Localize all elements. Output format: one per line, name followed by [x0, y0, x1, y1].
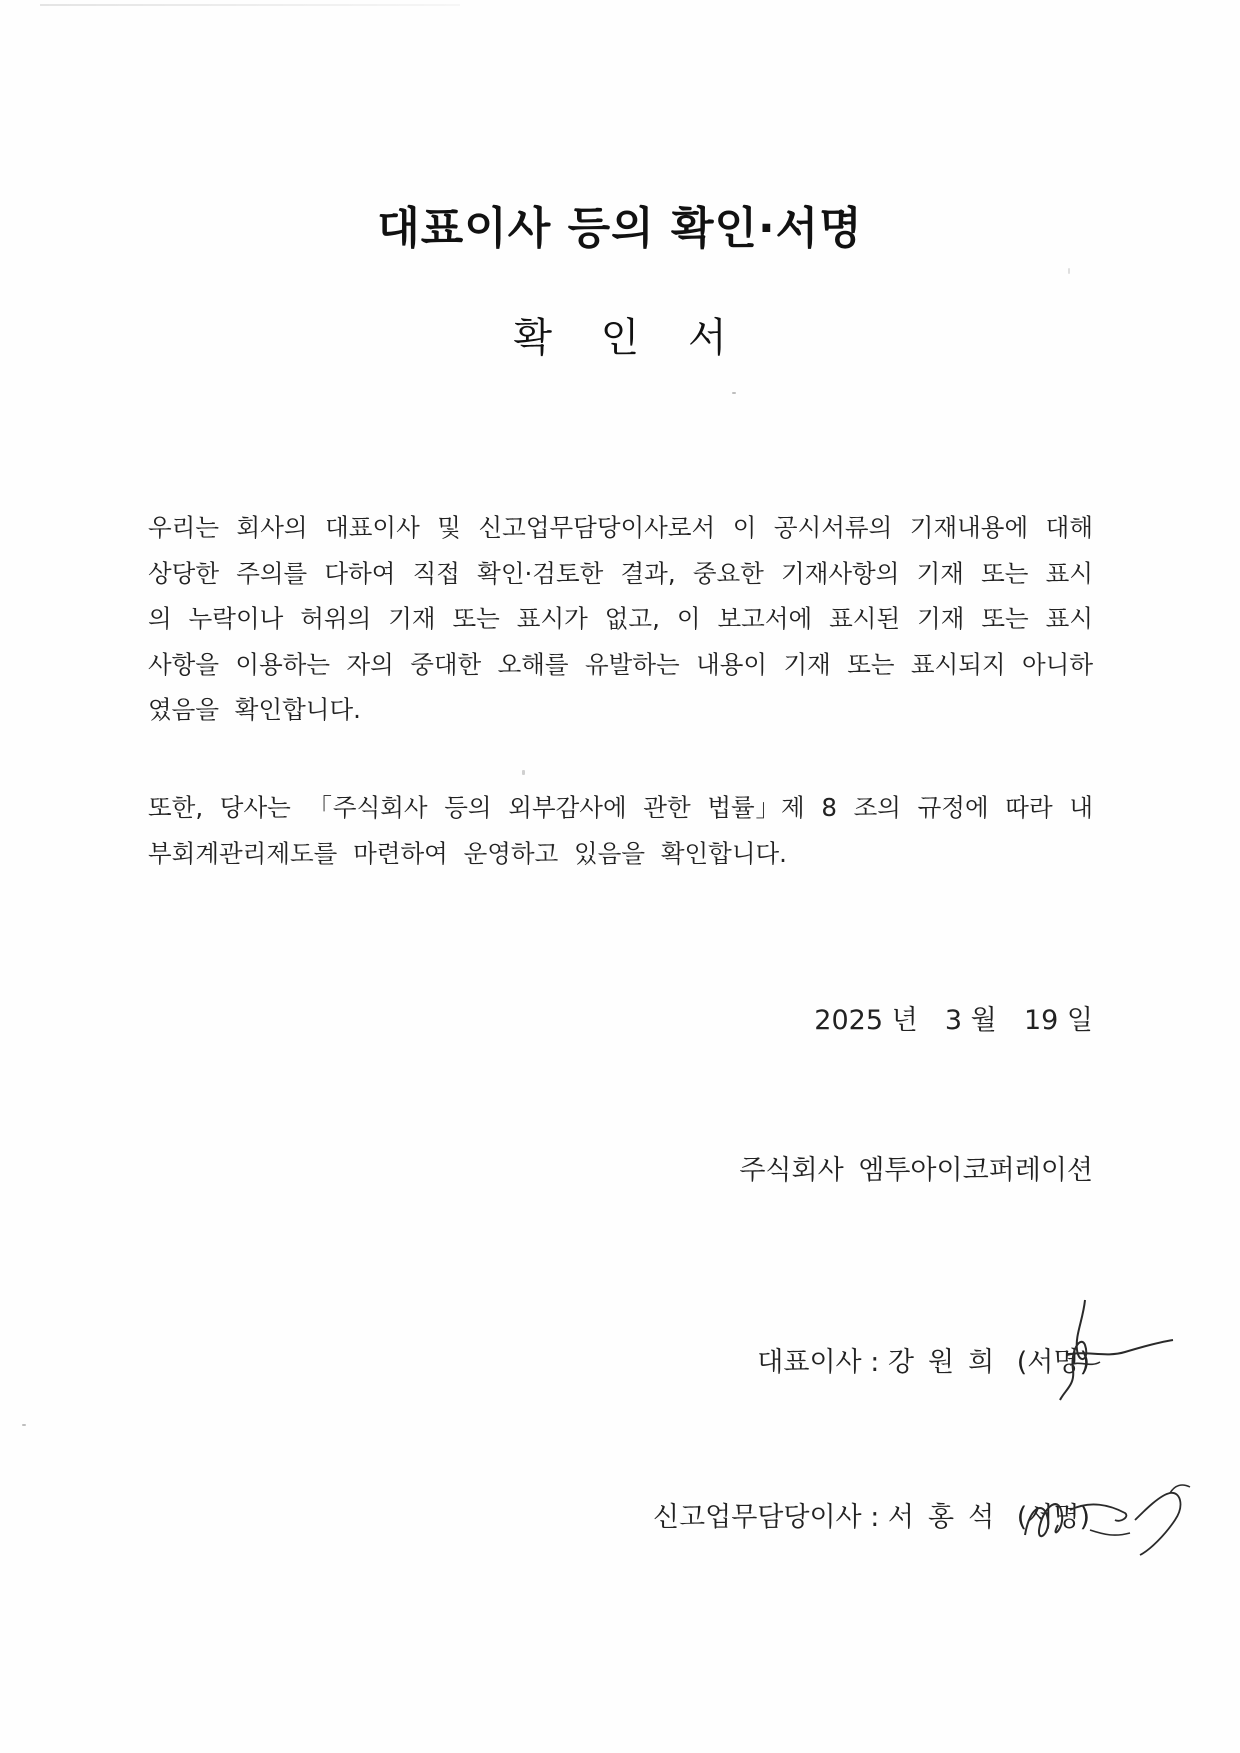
signatory-role: 대표이사	[757, 1347, 862, 1378]
signatory-separator: :	[870, 1347, 880, 1378]
confirmation-paragraph: 우리는 회사의 대표이사 및 신고업무담당이사로서 이 공시서류의 기재내용에 대해 상당한 주의를 다하여 직접 확인·검토한 결과, 중요한 기재사항의 기재 또는 표시의 누락이나 허위의 기재 또는 표시가 없고, 이 보고서에 표시된 기재 또는 표시사항을 이용하는 자의 중대한 오해를 유발하는 내용이 기재 또는 표시되지 아니하였음을 확인합니다.	[148, 513, 1093, 724]
ceo-handwritten-signature	[1055, 1290, 1175, 1410]
document-title: 대표이사 등의 확인·서명	[377, 203, 863, 254]
scan-speck	[1068, 268, 1070, 274]
date-year: 2025	[814, 1005, 884, 1036]
ceo-signature-line	[757, 1340, 1090, 1379]
scan-edge-artifact	[40, 4, 460, 6]
date-day-unit: 일	[1066, 1005, 1093, 1036]
document-date	[814, 998, 1093, 1037]
company-name: 주식회사 엠투아이코퍼레이션	[739, 1155, 1093, 1186]
signatory-role: 신고업무담당이사	[652, 1502, 862, 1533]
date-month-unit: 월	[970, 1005, 997, 1036]
signatory-name: 강원희	[887, 1347, 1009, 1378]
scan-speck	[22, 1424, 26, 1426]
signatory-name: 서홍석	[887, 1502, 1009, 1533]
date-month: 3	[944, 1005, 963, 1036]
scan-speck	[522, 770, 525, 775]
date-year-unit: 년	[891, 1005, 918, 1036]
signatory-separator: :	[870, 1502, 880, 1533]
internal-control-paragraph: 또한, 당사는 「주식회사 등의 외부감사에 관한 법률」제 8 조의 규정에 따라 내부회계관리제도를 마련하여 운영하고 있음을 확인합니다.	[148, 793, 1093, 868]
sign-label: (서명)	[1016, 1347, 1090, 1378]
sign-label: (서명)	[1016, 1502, 1090, 1533]
document-subtitle: 확 인 서	[513, 315, 745, 361]
scan-speck	[732, 392, 736, 394]
disclosure-officer-handwritten-signature	[1020, 1475, 1200, 1565]
date-day: 19	[1023, 1005, 1059, 1036]
